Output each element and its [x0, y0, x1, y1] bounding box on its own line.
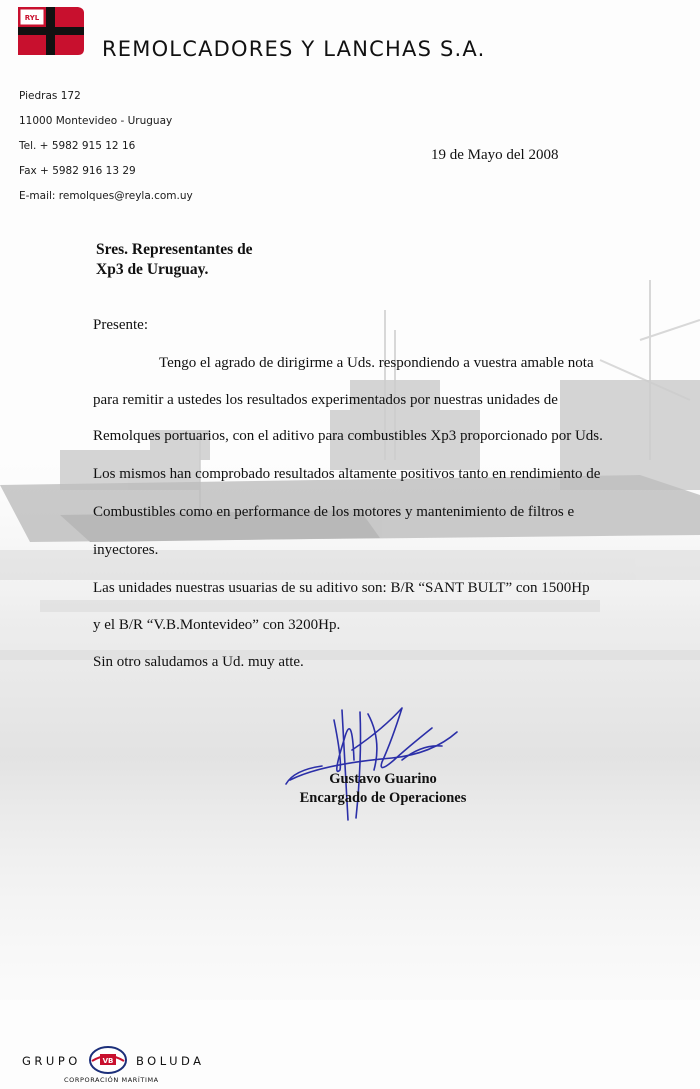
- flag-logo: [16, 5, 86, 57]
- recipient-line: Sres. Representantes de: [96, 241, 253, 258]
- flag-logo-text: RYL: [24, 14, 40, 22]
- email: E-mail: remolques@reyla.com.uy: [19, 190, 193, 202]
- boluda-logo-text: VB: [102, 1057, 114, 1065]
- letter-date: 19 de Mayo del 2008: [431, 147, 559, 163]
- recipient-block: [96, 240, 253, 280]
- body-line: Las unidades nuestras usuarias de su aditivo son: B/R “SANT BULT” con 1500Hp: [93, 580, 590, 596]
- recipient-line: Xp3 de Uruguay.: [96, 261, 209, 278]
- signer-block: [287, 770, 479, 808]
- fax: Fax + 5982 916 13 29: [19, 165, 136, 177]
- signer-title: Encargado de Operaciones: [299, 790, 467, 806]
- closing-line: Sin otro saludamos a Ud. muy atte.: [93, 654, 304, 670]
- body-line: Combustibles como en performance de los motores y mantenimiento de filtros e: [93, 504, 575, 520]
- body-line: inyectores.: [93, 542, 159, 558]
- footer-corporation-text: CORPORACIÓN MARÍTIMA: [64, 1076, 159, 1084]
- handwritten-signature: [282, 700, 472, 830]
- body-line: Tengo el agrado de dirigirme a Uds. respondiendo a vuestra amable nota: [159, 355, 594, 371]
- ship-watermark-image: [0, 280, 700, 1000]
- footer-grupo-text: GRUPO: [22, 1054, 81, 1068]
- company-name: REMOLCADORES Y LANCHAS S.A.: [102, 37, 486, 61]
- footer-boluda-text: BOLUDA: [136, 1054, 205, 1068]
- salutation: Presente:: [93, 317, 148, 333]
- body-line: para remitir a ustedes los resultados experimentados por nuestras unidades de: [93, 392, 558, 408]
- telephone: Tel. + 5982 915 12 16: [19, 140, 136, 152]
- signer-name: Gustavo Guarino: [329, 771, 437, 787]
- address-street: Piedras 172: [19, 90, 81, 102]
- body-line: y el B/R “V.B.Montevideo” con 3200Hp.: [93, 617, 341, 633]
- boluda-logo: [88, 1045, 128, 1075]
- address-city: 11000 Montevideo - Uruguay: [19, 115, 173, 127]
- body-line: Los mismos han comprobado resultados altamente positivos tanto en rendimiento de: [93, 466, 601, 482]
- body-line: Remolques portuarios, con el aditivo para combustibles Xp3 proporcionado por Uds.: [93, 428, 603, 444]
